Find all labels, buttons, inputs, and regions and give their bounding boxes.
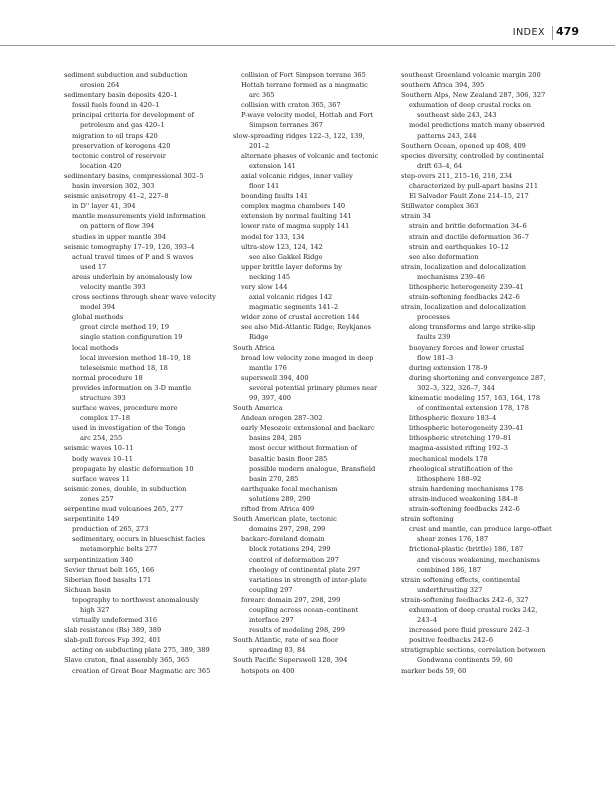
index-entry: strain hardening mechanisms 178 [409,484,524,493]
index-entry: principal criteria for development of [72,111,194,120]
index-entry: strain and brittle deformation 34–6 [409,222,527,231]
index-entry: migration to oil traps 420 [72,131,158,140]
index-entry: complex magma chambers 140 [241,202,346,211]
index-entry: early Mesozoic extensional and backarc [241,424,375,433]
index-entry: mechanical models 178 [409,454,488,463]
index-entry: strain and earthquakes 10–12 [409,242,509,251]
index-entry: extension by normal faulting 141 [241,212,352,221]
index-entry: interface 297 [249,616,294,625]
index-entry: 99, 397, 400 [249,394,291,402]
index-entry: velocity mantle 393 [80,282,146,291]
index-entry: Ridge [249,333,269,342]
index-entry: Gondwana continents 59, 60 [417,656,513,665]
index-entry: see also deformation [409,252,479,261]
index-entry: strain-softening feedbacks 242–6, 327 [401,595,529,604]
index-entry: broad low velocity zone imaged in deep [241,353,374,362]
index-entry: South Pacific Superswell 128, 394 [233,656,348,665]
index-entry: basaltic basin floor 285 [249,454,328,463]
index-entry: most occur without formation of [249,444,358,453]
index-entry: extension 141 [249,161,296,170]
index-entry: metamorphic belts 277 [80,545,158,554]
index-entry: creation of Great Bear Magmatic arc 365 [72,666,211,675]
index-entry: flow 181–3 [417,353,454,362]
index-entry: spreading 83, 84 [249,646,306,655]
index-entry: 302–3, 322, 326–7, 344 [417,383,495,392]
index-entry: frictional-plastic (brittle) 186, 187 [409,545,524,554]
index-entry: buoyancy forces and lower crustal [409,343,525,352]
index-entry: alternate phases of volcanic and tectonic [241,151,379,160]
index-entry: local methods [72,343,119,352]
index-entry: South Atlantic, rate of sea floor [233,636,338,645]
index-entry: exhumation of deep crustal rocks 242, [409,605,538,614]
index-entry: Sichuan basin [64,585,111,594]
index-entry: strain-induced weakening 184–8 [409,494,518,503]
header-separator [552,26,553,40]
index-entry: domains 297, 298, 299 [249,525,326,534]
index-entry: used 17 [80,262,107,271]
page-number: 479 [556,25,579,38]
index-entry: processes [417,313,450,322]
index-entry: stratigraphic sections, correlation between [401,646,546,655]
index-entry: structure 393 [80,394,126,402]
index-entry: collision with craton 365, 367 [241,101,341,110]
index-entry: South American plate, tectonic [233,515,337,524]
index-entry: Simpson terranes 367 [249,121,323,130]
index-entry: increased pore fluid pressure 242–3 [409,626,530,635]
index-entry: South Africa [233,343,275,352]
index-entry: erosion 264 [80,81,120,90]
index-entry: provides information on 3-D mantle [72,383,192,392]
index-entry: used in investigation of the Tonga [72,424,186,433]
index-entry: marker beds 59, 60 [401,666,467,675]
index-entry: several potential primary plumes near [249,383,378,392]
header-rule [0,45,615,46]
index-entry: superswell 394, 400 [241,373,309,382]
index-entry: high 327 [80,605,110,614]
index-entry: slow-spreading ridges 122–3, 122, 139, [233,131,365,140]
index-entry: lithospheric heterogeneity 239–41 [409,424,524,433]
index-entry: strain and ductile deformation 36–7 [409,232,529,241]
index-entry: actual travel times of P and S waves [72,252,194,261]
index-entry: seismic tomography 17–19, 126, 393–4 [64,242,195,251]
index-entry: southeast Greenland volcanic margin 200 [401,71,541,79]
index-entry: Hottah terrane formed as a magmatic [241,81,368,90]
index-entry: serpentinite 149 [64,515,120,524]
index-entry: areas underlain by anomalously low [72,272,193,281]
index-entry: slab-pull forces Fsp 392, 401 [64,636,161,645]
index-entry: P-wave velocity model, Hottah and Fort [241,111,373,120]
index-entry: bounding faults 141 [241,192,309,201]
index-entry: fossil fuels found in 420–1 [72,101,160,110]
index-entry: block rotations 294, 299 [249,545,331,554]
index-entry: serpentine mud volcanoes 265, 277 [64,505,184,514]
index-entry: axial volcanic ridges 142 [249,293,333,302]
index-entry: strain softening effects, continental [401,575,520,584]
index-entry: model 394 [80,303,116,312]
index-entry: and viscous weakening, mechanisms [417,555,540,564]
index-entry: exhumation of deep crustal rocks on [409,101,531,110]
index-entry: forearc domain 297, 298, 299 [241,595,341,604]
index-entry: tectonic control of reservoir [72,151,166,160]
index-entry: species diversity, controlled by continental [401,151,544,160]
index-entry: sediment subduction and subduction [64,71,188,79]
index-entry: seismic zones, double, in subduction [64,484,187,493]
index-entry: great circle method 19, 19 [80,323,170,332]
index-entry: floor 141 [249,182,280,191]
index-entry: zones 257 [80,494,114,503]
index-entry: acting on subducting plate 275, 389, 389 [72,646,210,655]
index-entry: ultra-slow 123, 124, 142 [241,242,323,251]
index-entry: Slave craton, final assembly 365, 365 [64,656,190,665]
index-entry: lithospheric flexure 183–4 [409,414,497,423]
index-entry: arc 254, 255 [80,434,123,443]
index-entry: strain-softening feedbacks 242–6 [409,293,520,302]
index-entry: normal procedure 18 [72,373,143,382]
index-entry: sedimentary basins, compressional 302–5 [64,171,204,180]
index-entry: sedimentary basin deposits 420–1 [64,91,178,100]
index-entry: see also Mid-Atlantic Ridge; Reykjanes [241,323,372,332]
index-entry: upper brittle layer deforms by [241,262,343,271]
index-entry: lithosphere 188–92 [417,474,482,483]
index-entry: drift 63–4, 64 [417,161,463,170]
index-entry: teleseismic method 18, 18 [80,363,168,372]
index-entry: magmatic segments 141–2 [249,303,339,312]
index-entry: coupling 297 [249,585,293,594]
index-entry: preservation of kerogens 420 [72,141,171,150]
index-entry: rheological stratification of the [409,464,513,473]
index-entry: step-overs 211, 215–16, 216, 234 [401,171,513,180]
index-entry: virtually undeformed 316 [72,616,158,625]
index-entry: mantle measurements yield information [72,212,206,221]
index-entry: kinematic modeling 157, 163, 164, 178 [409,394,541,402]
index-entry: propagate by elastic deformation 10 [72,464,194,473]
index-entry: model for 133, 134 [241,232,305,241]
index-entry: results of modeling 298, 299 [249,626,345,635]
index-entry: backarc-foreland domain [241,535,325,544]
index-entry: possible modern analogue, Bransfield [249,464,376,473]
index-entry: complex 17–18 [80,414,131,423]
index-entry: wider zone of crustal accretion 144 [241,313,360,322]
index-entry: hotspots on 400 [241,666,295,675]
index-entry: coupling across ocean–continent [249,605,359,614]
index-entry: surface waves 11 [72,474,130,483]
index-entry: in D'' layer 41, 394 [72,202,136,211]
index-entry: patterns 243, 244 [417,131,477,140]
index-entry: Southern Ocean, opened up 408, 409 [401,141,526,150]
index-entry: on pattern of flow 394 [80,222,155,231]
index-entry: 243–4 [417,616,438,625]
index-entry: single station configuration 19 [80,333,183,342]
index-entry: basins 284, 285 [249,434,302,443]
index-entry: production of 265, 273 [72,525,149,534]
index-entry: solutions 289, 290 [249,494,311,503]
index-entry: control of deformation 297 [249,555,339,564]
index-entry: global methods [72,313,124,322]
index-entry: petroleum and gas 420–1 [80,121,165,130]
page-header [0,0,615,46]
index-entry: characterized by pull-apart basins 211 [409,182,539,191]
index-entry: studies in upper mantle 394 [72,232,167,241]
index-entry: seismic waves 10–11 [64,444,134,453]
index-entry: lithospheric stretching 179–81 [409,434,512,443]
index-column-1 [64,70,240,676]
index-entry: Southern Alps, New Zealand 287, 306, 327 [401,91,546,100]
index-column-2 [233,70,409,676]
index-entry: strain softening [401,515,454,524]
index-entry: body waves 10–11 [72,454,133,463]
index-entry: collision of Fort Simpson terrane 365 [241,71,366,79]
index-entry: model predictions match many observed [409,121,545,130]
index-entry: El Salvador Fault Zone 214–15, 217 [409,192,529,201]
index-entry: Sevier thrust belt 165, 166 [64,565,155,574]
index-entry: rheology of continental plate 297 [249,565,361,574]
index-entry: shear zones 176, 187 [417,535,489,544]
index-entry: necking 145 [249,272,291,281]
index-entry: see also Gakkel Ridge [249,252,323,261]
index-entry: strain-softening feedbacks 242–6 [409,505,520,514]
index-entry: very slow 144 [241,282,288,291]
index-entry: Andean orogen 287–302 [241,414,323,423]
index-entry: strain, localization and delocalization [401,303,526,312]
index-entry: surface waves, procedure more [72,404,178,413]
index-entry: positive feedbacks 242–6 [409,636,494,645]
index-entry: strain 34 [401,212,431,221]
index-entry: lithospheric heterogeneity 239–41 [409,282,524,291]
index-entry: local inversion method 18–19, 18 [80,353,191,362]
index-entry: earthquake focal mechanism [241,484,338,493]
index-entry: southeast side 243, 243 [417,111,497,120]
index-entry: cross sections through shear wave velocity [72,293,216,302]
index-column-3 [401,70,577,676]
index-entry: rifted from Africa 409 [241,505,315,514]
index-entry: seismic anisotropy 41–2, 227–8 [64,192,169,201]
index-entry: axial volcanic ridges, inner valley [241,171,353,180]
index-entry: 201–2 [249,141,270,150]
index-entry: during shortening and convergence 287, [409,373,546,382]
index-entry: location 420 [80,161,122,170]
index-entry: lower rate of magma supply 141 [241,222,350,231]
index-entry: magma-assisted rifting 192–3 [409,444,508,453]
index-entry: variations in strength of inter-plate [249,575,367,584]
index-entry: basin 270, 285 [249,474,299,483]
index-entry: southern Africa 394, 395 [401,81,485,90]
index-entry: arc 365 [249,91,275,100]
index-entry: mechanisms 239–46 [417,272,485,281]
index-entry: Stillwater complex 363 [401,202,479,211]
index-entry: underthrusting 327 [417,585,483,594]
index-entry: topography to northwest anomalously [72,595,199,604]
index-entry: during extension 178–9 [409,363,488,372]
running-head: INDEX [512,27,545,38]
index-entry: sedimentary, occurs in blueschist facies [72,535,205,544]
index-entry: mantle 176 [249,363,287,372]
index-entry: combined 186, 187 [417,565,482,574]
index-entry: serpentinization 340 [64,555,133,564]
index-entry: basin inversion 302, 303 [72,182,155,191]
index-entry: faults 239 [417,333,451,342]
index-entry: along transforms and large strike-slip [409,323,536,332]
index-entry: South America [233,404,283,413]
index-entry: crust and mantle, can produce large-offset [409,525,552,534]
index-entry: slab resistance (Rs) 389, 389 [64,626,162,635]
index-entry: Siberian flood basalts 171 [64,575,152,584]
index-entry: strain, localization and delocalization [401,262,526,271]
index-entry: of continental extension 178, 178 [417,404,529,413]
